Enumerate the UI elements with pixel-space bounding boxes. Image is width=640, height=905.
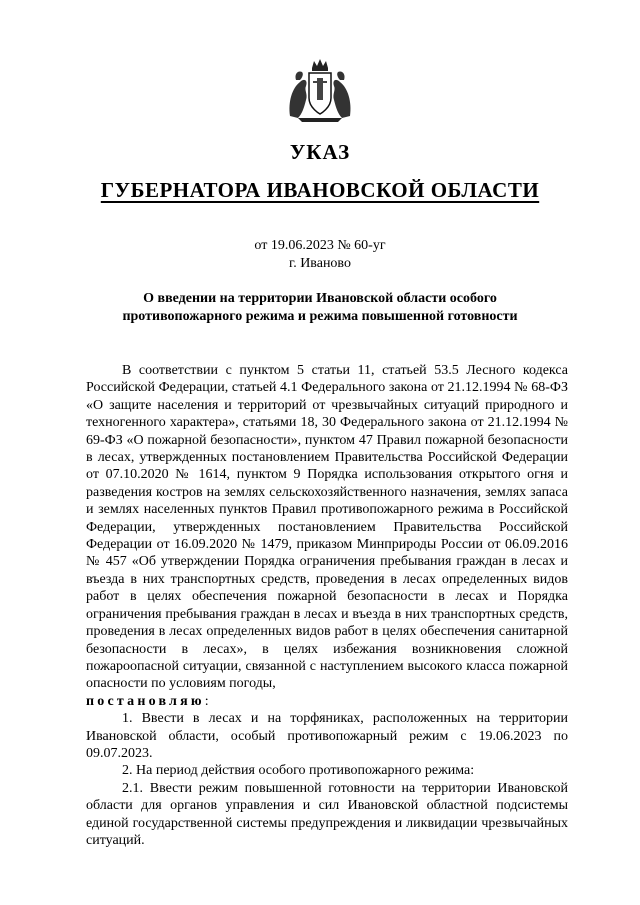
decree-word: постановляю — [86, 693, 205, 709]
document-subject: О введении на территории Ивановской области особого противопожарного режима и режима повышенной готовности — [122, 291, 518, 324]
item-1-paragraph: 1. Ввести в лесах и на торфяниках, расположенных на территории Ивановской области, особый противопожарный режим с 19.06.2023 по 09.07.2023. — [86, 711, 568, 761]
item-2-paragraph: 2. На период действия особого противопожарного режима: — [122, 763, 475, 779]
item-2-1-paragraph: 2.1. Ввести режим повышенной готовности на территории Ивановской области для органов управления и сил Ивановской областной подсистемы единой государственной системы предупреждения и ликвидации чрезвычайных ситуаций. — [86, 780, 568, 848]
coat-of-arms-icon — [284, 58, 356, 124]
document-date-number: от 19.06.2023 № 60-уг — [254, 238, 386, 253]
document-title: УКАЗ — [289, 140, 351, 164]
preamble-text: В соответствии с пунктом 5 статьи 11, статьей 53.5 Лесного кодекса Российской Федерации, статьей 4.1 Федерального закона от 21.12.1994 № 68-ФЗ «О защите населения и территорий от чрезвычайных ситуаций природного и техногенного характера», статьями 18, 30 Федерального закона от 21.12.1994 № 69-ФЗ «О пожарной безопасности», пунктом 47 Правил пожарной безопасности в лесах, утвержденных постановлением Правительства Российской Федерации от 07.10.2020 № 1614, пунктом 9 Порядка использования открытого огня и разведения костров на землях сельскохозяйственного назначения, землях запаса и землях населенных пунктов Правил противопожарного режима в Российской Федерации, утвержденных постановлением Правительства Российской Федерации от 16.09.2020 № 1479, приказом Минприроды России от 06.09.2016 № 457 «Об утверждении Порядка ограничения пребывания граждан в лесах и въезда в них транспортных средств, проведения в лесах определенных видов работ в целях обеспечения пожарной безопасности в лесах и Порядка ограничения пребывания граждан в лесах и въезда в них транспортных средств, проведения в лесах определенных видов работ в целях обеспечения санитарной безопасности в лесах», в целях избежания возникновения сложной пожароопасной ситуации, связанной с наступлением высокого класса пожарной опасности по условиям погоды, — [86, 363, 568, 692]
decree-word-paragraph — [86, 693, 568, 710]
document-city: г. Иваново — [289, 256, 351, 271]
decree-colon: : — [204, 693, 209, 709]
document-body — [86, 362, 568, 849]
preamble-paragraph — [86, 362, 568, 693]
issuing-authority: ГУБЕРНАТОРА ИВАНОВСКОЙ ОБЛАСТИ — [100, 178, 540, 202]
